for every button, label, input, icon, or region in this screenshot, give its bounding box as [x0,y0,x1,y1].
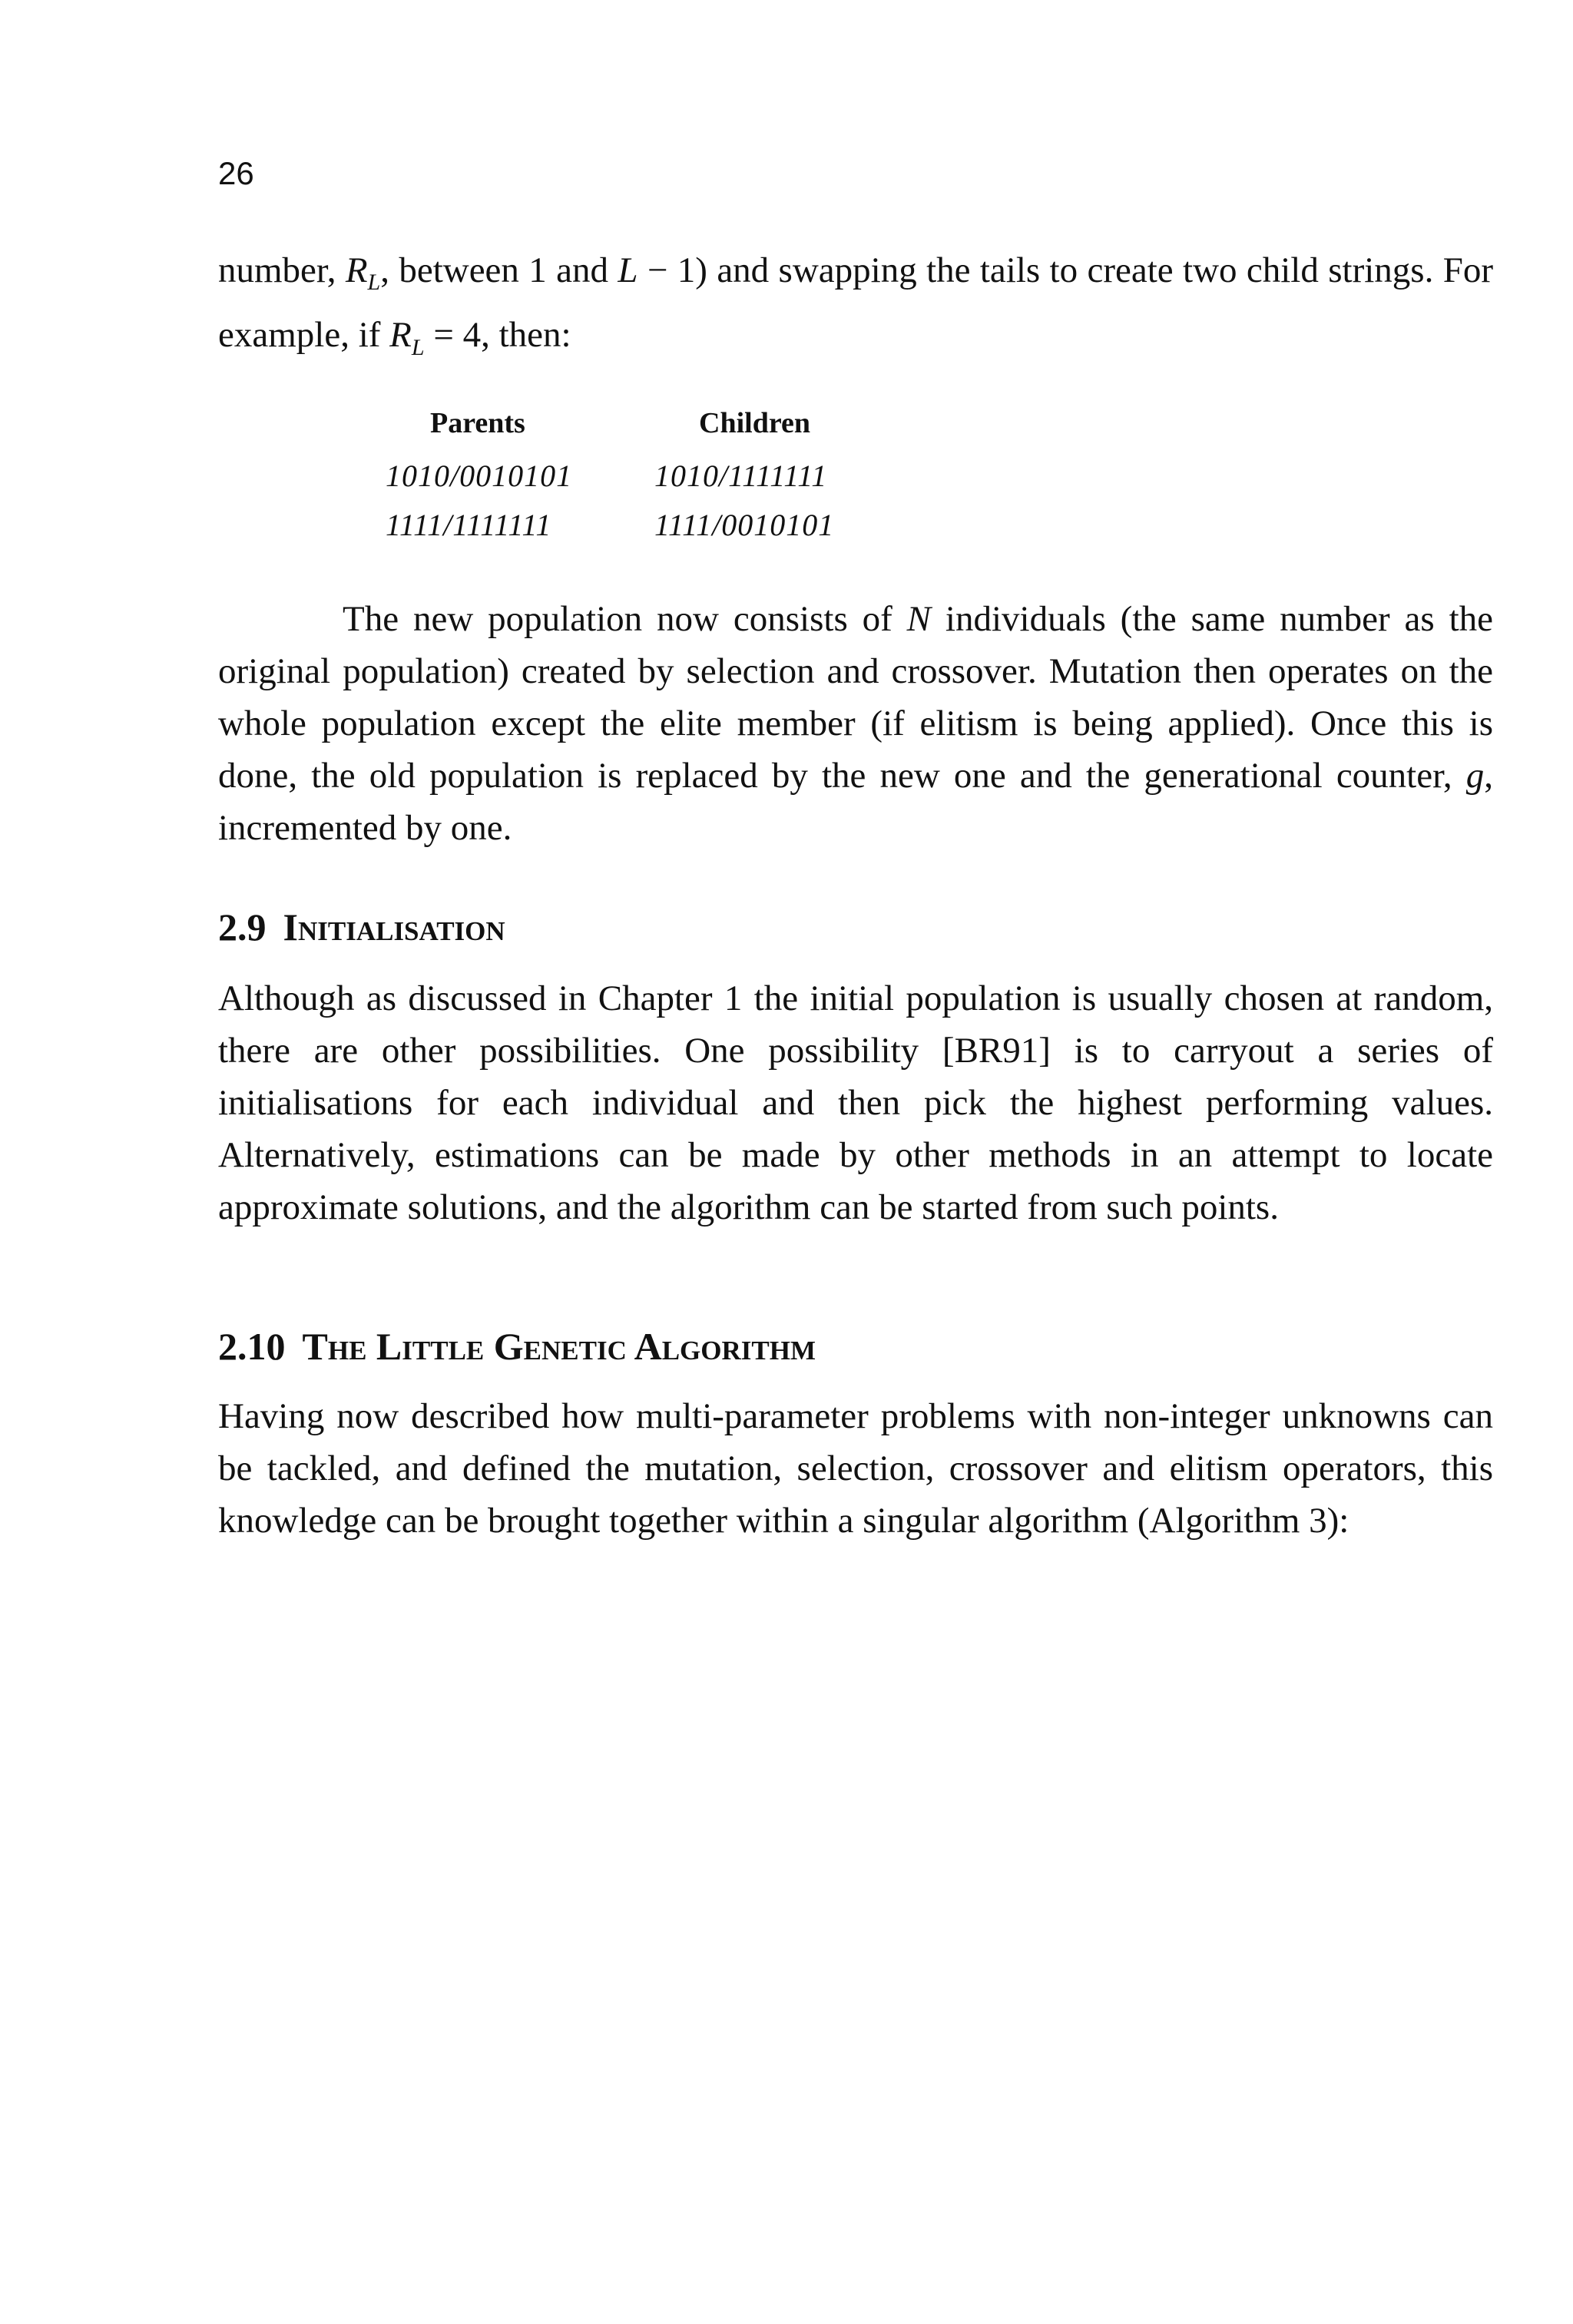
section-number: 2.9 [218,905,267,948]
initialisation-paragraph [218,972,1493,1233]
page-number: 26 [218,155,254,191]
initialisation-text: Although as discussed in Chapter 1 the initial population is usually chosen at random, there are other possibilities. One possibility [BR91] is to carryout a series of initialisations for each individual and then pick the highest performing values. Alternatively, estimations can be made by other methods in an attempt to locate approximate solutions, and the algorithm can be started from such points. [218,978,1493,1227]
parent-string-2: 1111/1111111 [386,508,552,542]
intro-text-4: = 4, then: [424,315,571,356]
subscript-l: L [367,270,381,296]
variable-l: L [618,250,638,290]
subscript-l-2: L [411,334,425,360]
population-paragraph [218,593,1493,854]
intro-paragraph [218,244,1493,374]
section-heading-2-10 [218,1327,816,1366]
variable-r-2: R [389,315,412,356]
variable-r: R [345,250,368,290]
little-ga-paragraph [218,1390,1493,1547]
parents-header: Parents [430,407,525,439]
child-string-1: 1010/1111111 [654,459,828,493]
parent-string-1: 1010/0010101 [386,459,573,493]
intro-text-2: , between 1 and [380,250,618,290]
intro-text-3: − 1) and swapping the tails to create two child strings. For example, if [218,250,1493,356]
population-text-3: , incremented by one. [218,756,1493,848]
intro-text-1: number, [218,250,346,290]
section-title: The Little Genetic Algorithm [302,1325,816,1368]
little-ga-text: Having now described how multi-parameter problems with non-integer unknowns can be tackled, and defined the mutation, selection, crossover and elitism operators, this knowledge can be brought together within a singular algorithm (Algorithm 3): [218,1396,1493,1541]
section-heading-2-9 [218,905,505,948]
section-number: 2.10 [218,1325,286,1368]
child-string-2: 1111/0010101 [654,508,835,542]
section-title: Initialisation [283,905,505,948]
population-text-2: individuals (the same number as the original population) created by selection and crossover. Mutation then operates on the whole population except the elite member (if elitism is being applied). Once this is done, the old population is replaced by the new one and the generational counter, [218,599,1493,796]
population-text-1: The new population now consists of [343,599,907,639]
children-header: Children [699,407,811,439]
variable-n: N [906,599,932,639]
variable-g: g [1465,756,1485,796]
